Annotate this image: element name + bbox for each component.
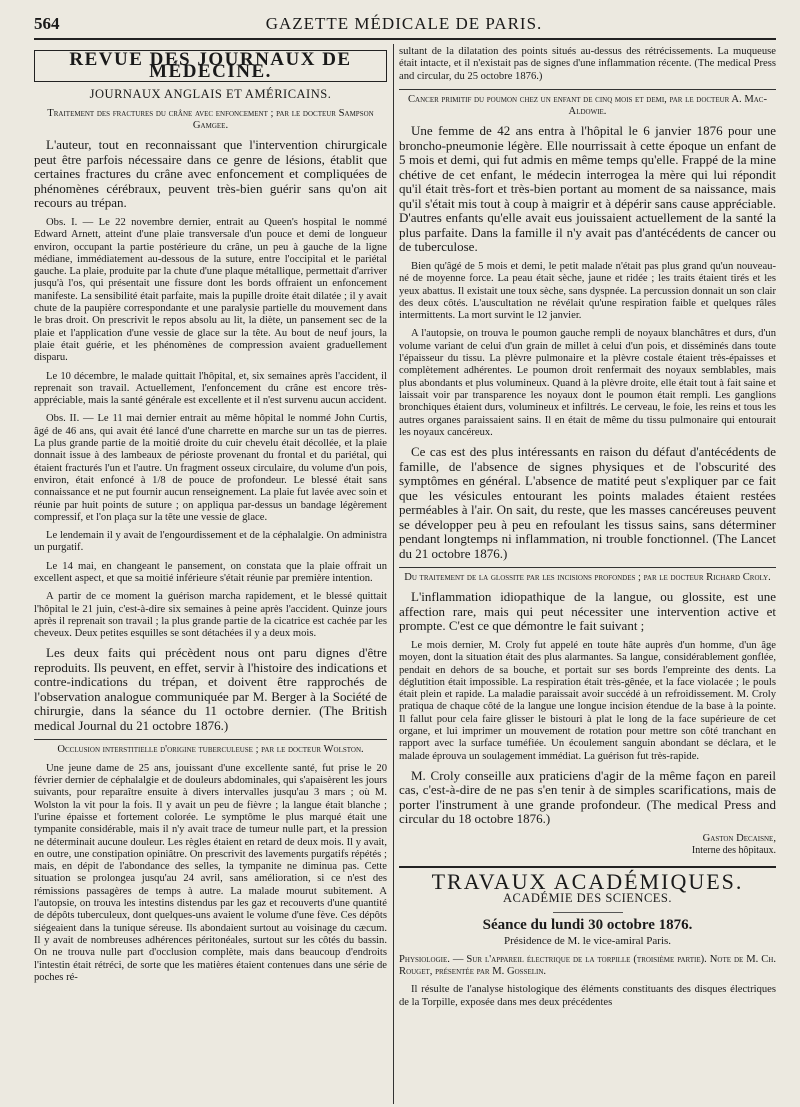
observation-2: Obs. II. — Le 11 mai dernier entrait au même hôpital le nommé John Curtis, âgé de 46 ans, qui avait été lancé d'une charrette en marche sur un tas de pierres. La plus grande partie de la moitié droite du cuir chevelu était décollée, et la plaie donnait issue à des lambeaux de périoste provenant du frontal et du pariétal, qui étaient fracturés l'un et l'autre. Un fragment osseux circulaire, du volume d'un pois, environ, était enfoncé à 1/8 de pouce de profondeur. Le blessé était sans connaissance et ne put fournir aucun renseignement. La plaie fut lavée avec soin et réunie par huit points de suture ; on appliqua par-dessus un bandage légèrement compressif, et l'on plaça sur la tête une vessie de glace. <box>34 413 387 523</box>
page-number: 564 <box>34 14 60 33</box>
seance-heading: Séance du lundi 30 octobre 1876. <box>482 917 693 934</box>
observation-2-outcome: A partir de ce moment la guérison marcha rapidement, et le blessé quittait l'hôpital le 21 juin, c'est-à-dire six semaines à peine après l'accident. Quinze jours après il reprenait son travail ; la plus grande partie de la cicatrice est cachée par les cheveux. Deux petites esquilles se sont détachées il y a deux mois. <box>34 591 387 640</box>
article-conclusion: Les deux faits qui précèdent nous ont paru dignes d'être reproduits. Ils peuvent, en effet, servir à l'histoire des indications et contre-indications du trépan, et doivent être rapprochés de l'observation analogue communiquée par M. Berger à la Société de chirurgie, dans la séance du 11 octobre dernier. (The British medical Journal du 21 octobre 1876.) <box>34 645 387 733</box>
occlusion-continuation: sultant de la dilatation des points situés au-dessus des rétrécissements. La muqueuse était intacte, et il n'existait pas de signes d'une inflammation récente. (The medical Press and circular, du 25 octobre 1876.) <box>399 46 776 82</box>
article-title-glossite: Du traitement de la glossite par les incisions profondes ; par le docteur Richard Croly. <box>399 567 776 584</box>
observation-2-day3: Le 14 mai, en changeant le pansement, on constata que la plaie offrait un excellent aspect, et que sa moitié inférieure s'était réunie par première intention. <box>34 560 387 584</box>
article-title-occlusion: Occlusion interstitielle d'origine tuberculeuse ; par le docteur Wolston. <box>34 739 387 756</box>
physiologie-text: Il résulte de l'analyse histologique des éléments constituants des disques électriques de la Torpille, exposée dans mes deux précédentes <box>399 984 776 1008</box>
academie-heading: ACADÉMIE DES SCIENCES. <box>503 890 672 905</box>
glossite-paragraph-1: L'inflammation idiopathique de la langue, ou glossite, est une affection rare, mais qui peut nécessiter une intervention active et prompte. C'est ce que démontre le fait suivant ; <box>399 589 776 634</box>
cancer-paragraph-2: Bien qu'âgé de 5 mois et demi, le petit malade n'était pas plus grand qu'un nouveau-né de moyenne force. La peau était sèche, jaune et ridée ; les traits étaient tirés et les yeux abattus. Il existait une toux sèche, sans dyspnée. La percussion donnait un son clair des deux côtés. L'auscultation ne révélait qu'une respiration faible et quelques râles intermittents. La mort survint le 12 janvier. <box>399 260 776 322</box>
right-column <box>399 46 776 1102</box>
glossite-paragraph-2: Le mois dernier, M. Croly fut appelé en toute hâte auprès d'un homme, d'un âge moyen, dont la situation était des plus alarmantes. Sa langue, considérablement gonflée, pendait en dehors de sa bouche, et portait sur ses bords l'empreinte des dents. La déglutition était impossible. La respiration était très-gênée, et la face violacée ; le pouls était plein et rapide. La maladie paraissait avoir succédé à un refroidissement. M. Croly pratiqua de chaque côté de la langue une longue incision étendue de la base à la pointe. Il fallut pour cela faire glisser le bistouri à plat le long de la face supérieure de cet organe, et lui imprimer un mouvement de rotation pour mettre son côté tranchant en rapport avec la surface tuméfiée. Un écoulement sanguin abondant se déclara, et le malade éprouva un soulagement immédiat. La guérison fut très-rapide. <box>399 639 776 762</box>
article-title-fractures: Traitement des fractures du crâne avec enfoncement ; par le docteur Sampson Gamgee. <box>47 107 374 132</box>
observation-1: Obs. I. — Le 22 novembre dernier, entrait au Queen's hospital le nommé Edward Arnett, atteint d'une plaie transversale d'un pouce et demi de longueur environ, occupant la partie postérieure du crâne, un peu à gauche de la ligne médiane, immédiatement au-dessous de la suture, entre l'occipital et le pariétal gauche. La plaie, produite par la chute d'une plaque métallique, permettait d'arriver jusqu'à l'os, qui présentait une fissure dont les bords offraient un enfoncement manifeste. La sensibilité était parfaite, mais la pupille droite était dilatée ; il y avait chute de la paupière correspondante et une paralysie partielle du mouvement dans le bras droit. On prescrivit le repos absolu au lit, la diète, un pansement sec de la plaie et l'application d'une vessie de glace sur la tête. Au bout de neuf jours, la plaie était guérie, et les phénomènes de compression avaient graduellement disparu. <box>34 216 387 364</box>
rubric-subtitle: JOURNAUX ANGLAIS ET AMÉRICAINS. <box>89 86 332 101</box>
journal-title: GAZETTE MÉDICALE DE PARIS. <box>265 14 543 33</box>
cancer-paragraph-3: A l'autopsie, on trouva le poumon gauche rempli de noyaux blanchâtres et durs, d'un volume variant de celui d'un grain de millet à celui d'un pois, et disséminés dans toute l'épaisseur du tissu. La plèvre pulmonaire et la plèvre costale étaient très-épaisses et complètement adhérentes. Le poumon droit renfermait des noyaux semblables, mais plus abondants et plus volumineux. Quand à la plèvre droite, elle était tout à fait saine et laissait voir par transparence les noyaux dont le poumon était rempli. Les ganglions bronchiques étaient durs, volumineux et infiltrés. Le cerveau, le foie, les reins et tous les autres organes paraissaient sains. Il en était de même du tissu pulmonaire qui entourait les noyaux cancéreux. <box>399 328 776 438</box>
article-intro: L'auteur, tout en reconnaissant que l'intervention chirurgicale peut être parfois nécessaire dans ce genre de lésions, établit que certaines fractures du crâne avec enfoncement et compliquées de phénomènes cérébraux, peuvent très-bien guérir sans qu'on ait recours au trépan. <box>34 137 387 211</box>
author-title: Interne des hôpitaux. <box>691 845 776 857</box>
cancer-paragraph-1: Une femme de 42 ans entra à l'hôpital le 6 janvier 1876 pour une broncho-pneumonie légère. Elle nourrissait à cette époque un enfant de 5 mois et demi, qui fut admis en même temps qu'elle. Frappé de la mine chétive de cet enfant, le médecin interrogea la mère qui lui répondit qu'il était très-fort et très-bien portant au moment de sa naissance, mais qu'il s'était mis tout à coup à maigrir et à dépérir sans cause appréciable. D'autres enfants qu'elle avait eus jouissaient actuellement de la santé la plus parfaite. Dans la famille il n'y avait pas d'antécédents de cancer ou de tuberculose. <box>399 123 776 255</box>
cancer-paragraph-4: Ce cas est des plus intéressants en raison du défaut d'antécédents de famille, de l'absence de signes physiques et de l'obscurité des symptômes en général. L'absence de matité peut s'expliquer par ce fait que les vésicules entourant les points malades étaient restées perméables à l'air. On sait, du reste, que les masses cancéreuses peuvent se développer peu à peu en refoulant les tissus sains, sans déterminer pendant longtemps ni inflammation, ni trouble fonctionnel. (The Lancet du 21 octobre 1876.) <box>399 444 776 561</box>
section-dash <box>553 912 623 913</box>
glossite-paragraph-3: M. Croly conseille aux praticiens d'agir de la même façon en pareil cas, c'est-à-dire de ne pas s'en tenir à de simples scarifications, mais de porter l'instrument à une grande profondeur. (The medical Press and circular du 18 octobre 1876.) <box>399 767 776 827</box>
occlusion-text: Une jeune dame de 25 ans, jouissant d'une excellente santé, fut prise le 20 février dernier de céphalalgie et de douleurs abdominales, qui s'apaisèrent les jours suivants, pour reparaître ensuite à divers intervalles jusqu'au 3 mars ; où M. Wolston la vit pour la fois. Il y avait un peu de fièvre ; la langue était blanche ; l'urine épaisse et fortement colorée. Le symptôme le plus marqué était une tympanite considérable, mais il n'y avait trace de tumeur nulle part, et la pression ne déterminait aucune douleur. Les règles étaient en retard de deux mois. Il y avait, en outre, une constipation opiniâtre. On prescrivit des lavements purgatifs répétés ; mais, en dépit de l'abondance des selles, la tympanite ne diminua pas. Cette situation se prolongea jusqu'au 24 avril, sans amélioration, si ce n'est des rémissions passagères de temps à autre. La malade mourut subitement. A l'autopsie, on trouva les intestins distendus par les gaz et recouverts d'une quantité de dépôts tuberculeux, dont quelques-uns avaient le volume d'une fève. Ces dépôts siégeaient dans la tunique séreuse. Ils abondaient surtout au voisinage du cæcum. Il y avait de nombreuses adhérences péritonéales, surtout sur les côtés du bassin. On ne trouva nulle part d'occlusion complète, mais dans beaucoup d'endroits l'intestin était rétréci, de sorte que les matières étaient contenues dans une série de poches ré- <box>34 762 387 983</box>
presidence-line: Présidence de M. le vice-amiral Paris. <box>503 935 672 948</box>
observation-2-day2: Le lendemain il y avait de l'engourdissement et de la céphalalgie. On administra un purgatif. <box>34 530 387 554</box>
header-rule <box>34 38 776 40</box>
article-title-cancer: Cancer primitif du poumon chez un enfant de cinq mois et demi, par le docteur A. Mac-Aldowie. <box>399 89 776 119</box>
column-divider <box>393 44 394 1104</box>
page-header <box>34 14 774 36</box>
travaux-section <box>399 866 776 1009</box>
travaux-title: TRAVAUX ACADÉMIQUES. <box>431 868 744 894</box>
author-signature: Gaston Decaisne, <box>702 832 776 844</box>
physiologie-heading: Physiologie. — Sur l'appareil électrique de la torpille (troisième partie). Note de M. Ch. Rouget, présentée par M. Gosselin. <box>399 953 776 977</box>
observation-1-followup: Le 10 décembre, le malade quittait l'hôpital, et, six semaines après l'accident, il reprenait son travail. Actuellement, l'enfoncement du crâne est encore très-appréciable, mais la santé générale est excellente et il n'est survenu aucun accident. <box>34 370 387 407</box>
rubric-title: REVUE DES JOURNAUX DE MÉDECINE. <box>34 50 387 82</box>
left-column <box>34 46 387 1102</box>
